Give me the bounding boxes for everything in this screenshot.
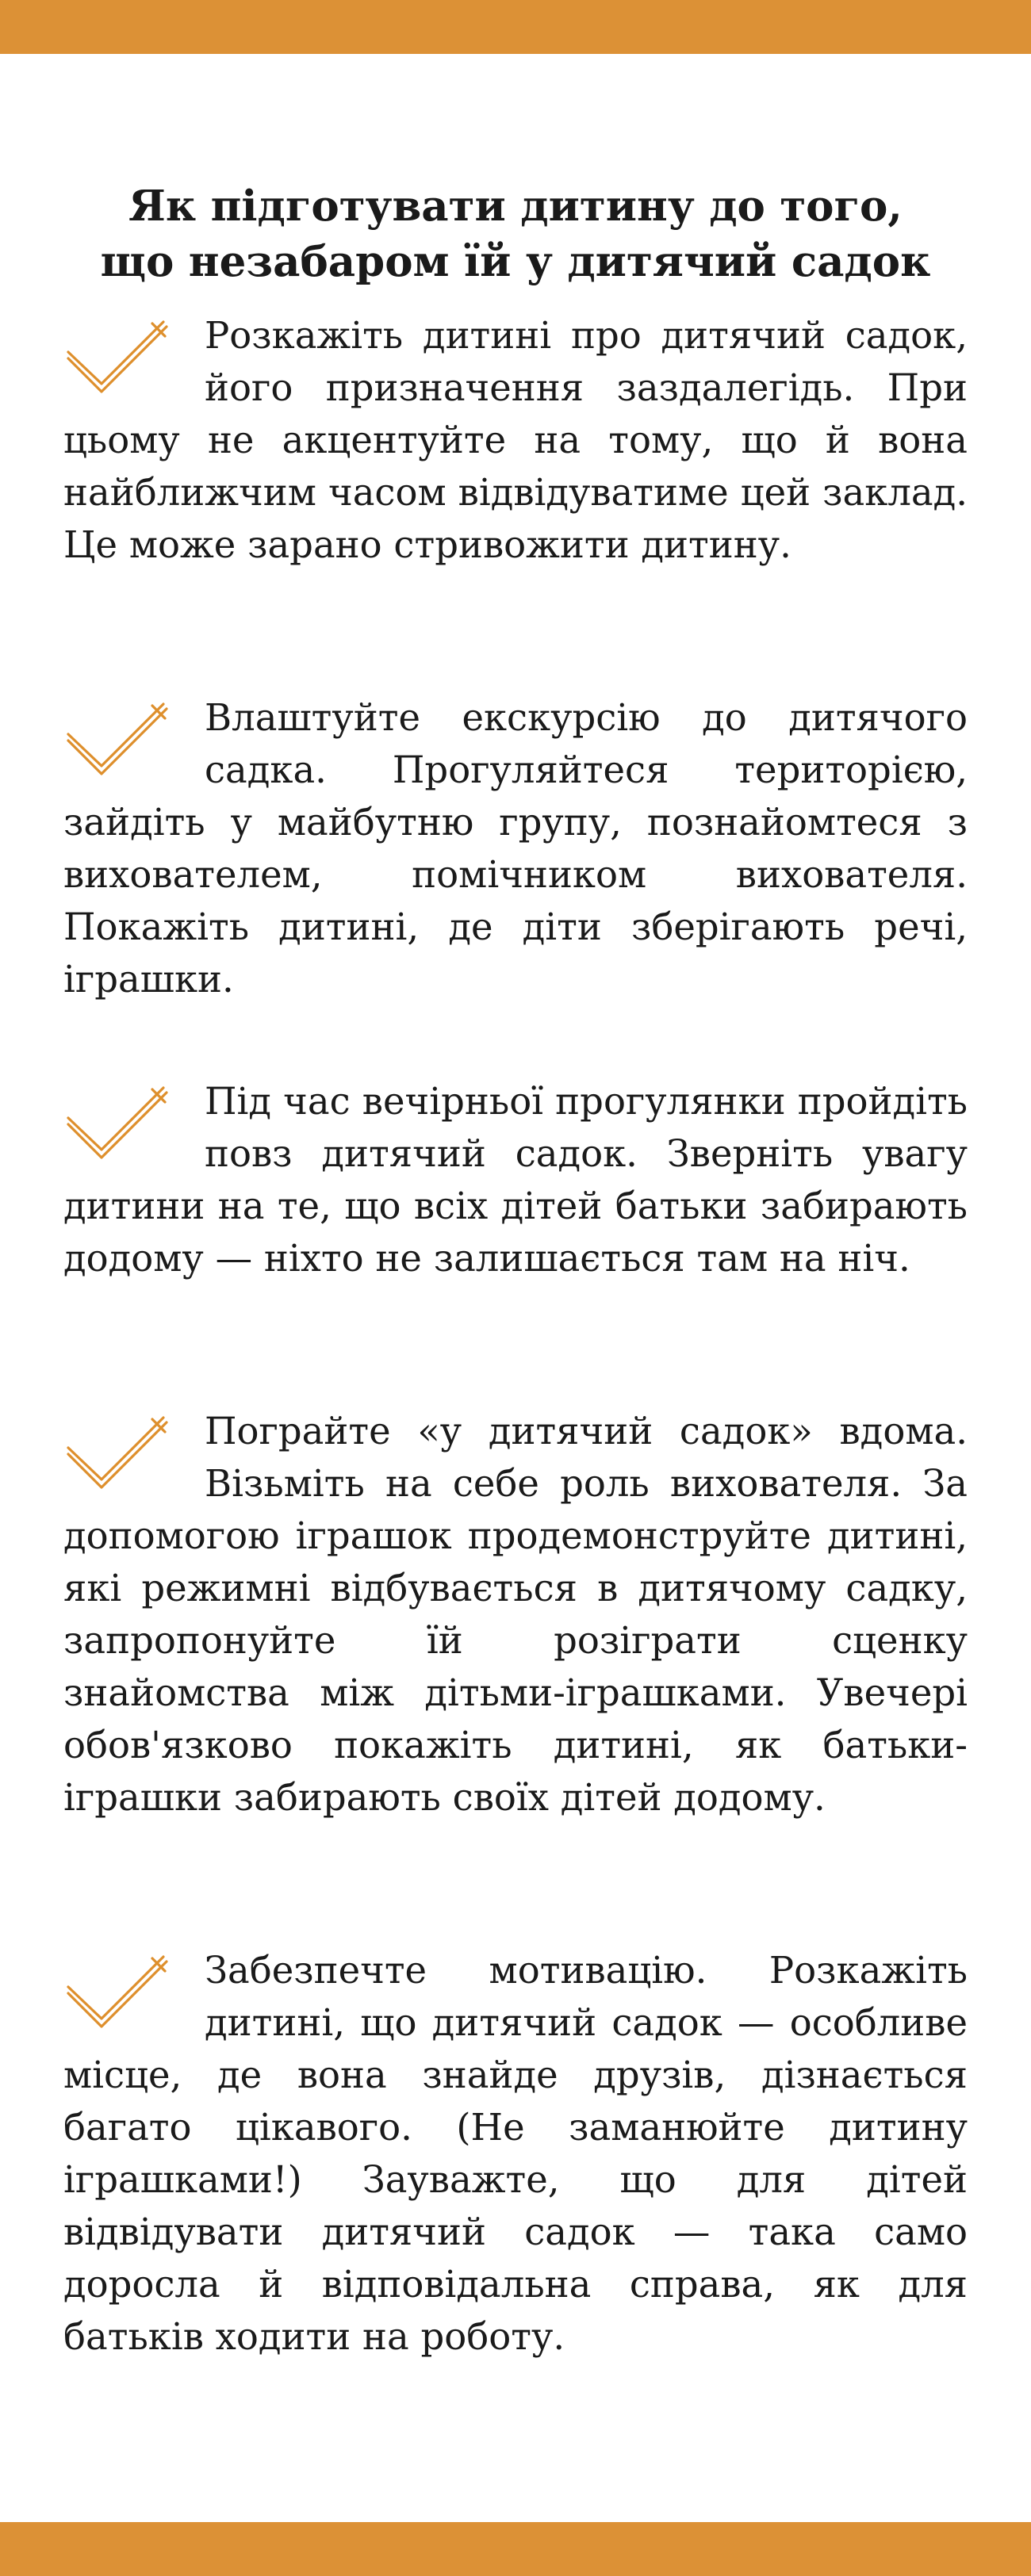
- tip-1-text: Розкажіть дитині про дитячий садок, його призначення заздалегідь. При цьому не акцентуйте на тому, що й вона найближчим часом відвідуватиме цей заклад. Це може зарано стривожити дитину.: [63, 314, 968, 566]
- tip-1: [63, 309, 968, 571]
- title-line-1: Як підготувати дитину до того,: [128, 182, 903, 231]
- tip-4: [63, 1405, 968, 1824]
- tip-5-text: Забезпечте мотивацію. Розкажіть дитині, що дитячий садок — особливе місце, де вона знайде друзів, дізнається багато цікавого. (Не заманюйте дитину іграшками!) Зауважте, що для дітей відвідувати дитячий садок — така само доросла й відповідальна справа, як для батьків ходити на роботу.: [63, 1949, 968, 2358]
- title-line-2: що незабаром їй у дитячий садок: [100, 237, 931, 286]
- bottom-orange-band: [0, 2522, 1031, 2576]
- tip-2-text: Влаштуйте екскурсію до дитячого садка. Прогуляйтеся територією, зайдіть у майбутню групу, познайомтеся з вихователем, помічником вихователя. Покажіть дитині, де діти зберігають речі, іграшки.: [63, 696, 968, 1001]
- tip-2: [63, 691, 968, 1005]
- tip-5: [63, 1944, 968, 2363]
- top-orange-band: [0, 0, 1031, 54]
- page-title: [0, 178, 1031, 289]
- tip-3-text: Під час вечірньої прогулянки пройдіть повз дитячий садок. Зверніть увагу дитини на те, що всіх дітей батьки забирають додому — ніхто не залишається там на ніч.: [63, 1080, 968, 1280]
- tip-3: [63, 1075, 968, 1284]
- tip-4-text: Пограйте «у дитячий садок» вдома. Візьміть на себе роль вихователя. За допомогою іграшок продемонструйте дитині, які режимні відбувається в дитячому садку, запропонуйте їй розіграти сценку знайомства між дітьми-іграшками. Увечері обов'язково покажіть дитині, як батьки-іграшки забирають своїх дітей додому.: [63, 1410, 968, 1819]
